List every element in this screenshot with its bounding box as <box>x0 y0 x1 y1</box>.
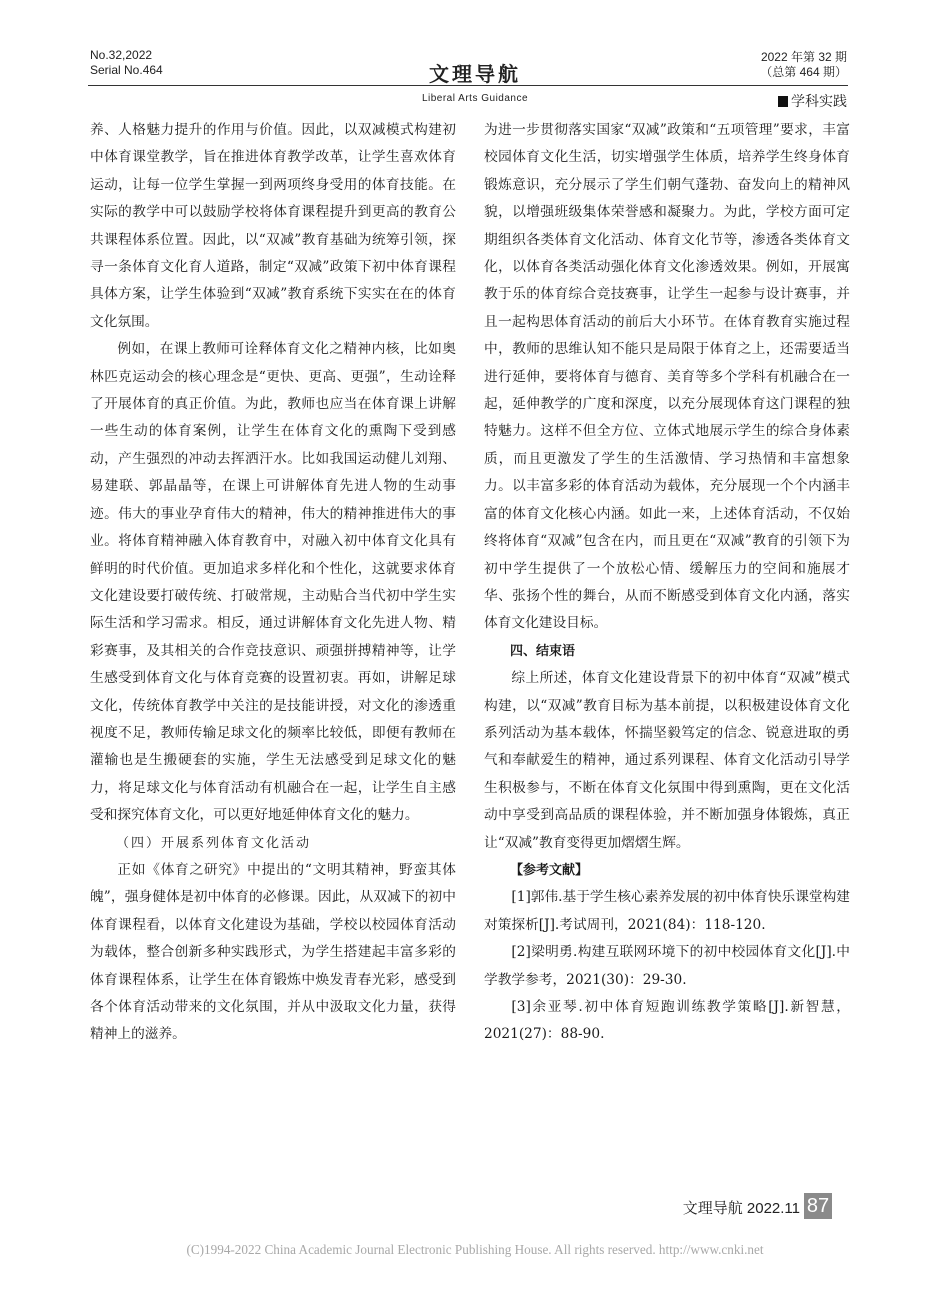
references-heading: 【参考文献】 <box>510 862 589 878</box>
journal-title: 文理导航 <box>429 62 521 86</box>
left-column <box>90 117 456 1049</box>
year-issue: 2022 年第 32 期 <box>760 50 847 64</box>
reference-item: [2]梁明勇.构建互联网环境下的初中校园体育文化[J].中学教学参考，2021(30)：29-30. <box>484 944 850 988</box>
paragraph: 正如《体育之研究》中提出的“文明其精神，野蛮其体魄”，强身健体是初中体育的必修课。因此，从双减下的初中体育课程看，以体育文化建设为基础，学校以校园体育活动为载体，整合创新多种实践形式，为学生搭建起丰富多彩的体育课程体系，让学生在体育锻炼中焕发青春光彩，感受到各个体育活动带来的文化氛围，并从中汲取文化力量，获得精神上的滋养。 <box>90 861 456 1043</box>
total-issue: （总第 464 期） <box>760 65 847 79</box>
paragraph: 为进一步贯彻落实国家“双减”政策和“五项管理”要求，丰富校园体育文化生活，切实增强学生体质，培养学生终身体育锻炼意识，充分展示了学生们朝气蓬勃、奋发向上的精神风貌，以增强班级集体荣誉感和凝聚力。为此，学校方面可定期组织各类体育文化活动、体育文化节等，渗透各类体育文化，以体育各类活动强化体育文化渗透效果。例如，开展寓教于乐的体育综合竞技赛事，让学生一起参与设计赛事，并且一起构思体育活动的前后大小环节。在体育教育实施过程中，教师的思维认知不能只是局限于体育之上，还需要适当进行延伸，要将体育与德育、美育等多个学科有机融合在一起，延伸教学的广度和深度，以充分展现体育这门课程的独特魅力。这样不但全方位、立体式地展示学生的综合身体素质，而且更激发了学生的生活激情、学习热情和丰富想象力。以丰富多彩的体育活动为载体，充分展现一个个内涵丰富的体育文化核心内涵。如此一来，上述体育活动，不仅始终将体育“双减”包含在内，而且更在“双减”教育的引领下为初中学生提供了一个放松心情、缓解压力的空间和施展才华、张扬个性的舞台，从而不断感受到体育文化内涵，落实体育文化建设目标。 <box>484 122 850 632</box>
header-divider <box>88 85 848 86</box>
page-number: 87 <box>804 1193 832 1219</box>
paragraph: 综上所述，体育文化建设背景下的初中体育“双减”模式构建，以“双减”教育目标为基本前提，以积极建设体育文化系列活动为基本载体，怀揣坚毅笃定的信念、锐意进取的勇气和奉献爱生的精神，通过系列课程、体育文化活动引导学生积极参与，不断在体育文化氛围中得到熏陶，更在文化活动中享受到高品质的课程体验，并不断加强身体锻炼，真正让“双减”教育变得更加熠熠生辉。 <box>484 670 850 851</box>
right-column <box>484 117 850 1049</box>
black-square-icon <box>778 96 788 107</box>
reference-item: [1]郭伟.基于学生核心素养发展的初中体育快乐课堂构建对策探析[J].考试周刊，2021(84)：118-120. <box>484 889 850 933</box>
section-heading: 四、结束语 <box>510 643 576 659</box>
section-text: 学科实践 <box>791 94 847 110</box>
reference-item: [3]余亚琴.初中体育短跑训练教学策略[J].新智慧，2021(27)：88-90. <box>484 999 850 1043</box>
subsection-heading: （四）开展系列体育文化活动 <box>116 835 312 851</box>
copyright-notice: (C)1994-2022 China Academic Journal Electronic Publishing House. All rights reserved. http://www.cnki.net <box>186 1242 764 1257</box>
issue-number: No.32,2022 <box>90 48 153 62</box>
paragraph: 例如，在课上教师可诠释体育文化之精神内核，比如奥林匹克运动会的核心理念是“更快、更高、更强”，生动诠释了开展体育的真正价值。为此，教师也应当在体育课上讲解一些生动的体育案例，让学生在体育文化的熏陶下受到感动，产生强烈的冲动去挥洒汗水。比如我国运动健儿刘翔、易建联、郭晶晶等，在课上可讲解体育先进人物的生动事迹。伟大的事业孕育伟大的精神，伟大的精神推进伟大的事业。将体育精神融入体育教育中，对融入初中体育文化具有鲜明的时代价值。更加追求多样化和个性化，这就要求体育文化建设要打破传统、打破常规，主动贴合当代初中学生实际生活和学习需求。相反，通过讲解体育文化先进人物、精彩赛事，及其相关的合作竞技意识、顽强拼搏精神等，让学生感受到体育文化与体育竞赛的设置初衷。再如，讲解足球文化，传统体育教学中关注的是技能讲授，对文化的渗透重视度不足，教师传输足球文化的频率比较低，即便有教师在灌输也是生搬硬套的实施，学生无法感受到足球文化的魅力，将足球文化与体育活动有机融合在一起，让学生自主感受和探究体育文化，可以更好地延伸体育文化的魅力。 <box>90 341 456 824</box>
header-year-info <box>760 50 847 80</box>
serial-number: Serial No.464 <box>90 63 163 77</box>
paragraph: 养、人格魅力提升的作用与价值。因此，以双减模式构建初中体育课堂教学，旨在推进体育教学改革，让学生喜欢体育运动，让每一位学生掌握一到两项终身受用的体育技能。在实际的教学中可以鼓励学校将体育课程提升到更高的教育公共课程体系位置。因此，以“双减”教育基础为统筹引领，探寻一条体育文化育人道路，制定“双减”政策下初中体育课程具体方案，让学生体验到“双减”教育系统下实实在在的体育文化氛围。 <box>90 122 456 330</box>
journal-subtitle: Liberal Arts Guidance <box>421 93 529 104</box>
section-label <box>778 91 847 111</box>
footer-journal-date: 文理导航 2022.11 <box>682 1200 800 1217</box>
